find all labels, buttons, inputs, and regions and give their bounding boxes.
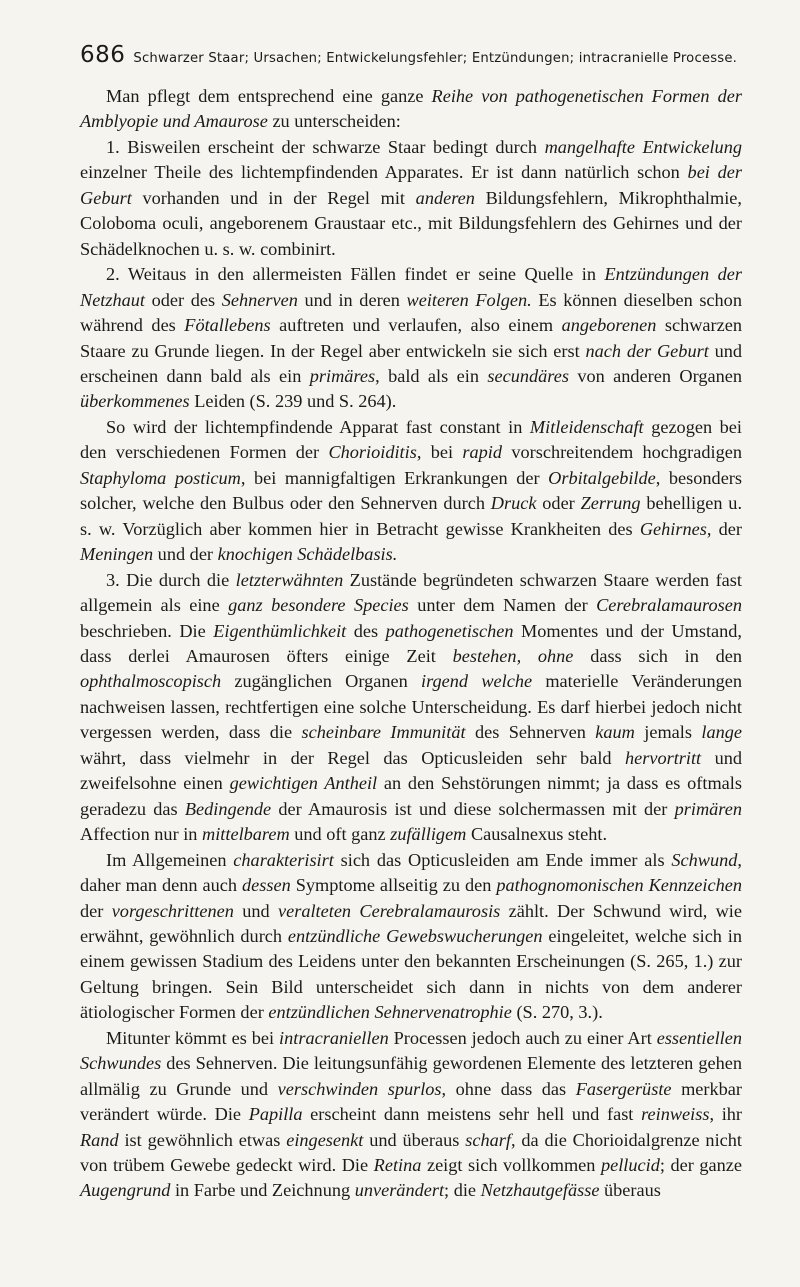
italic-run: eingesenkt <box>286 1129 364 1150</box>
text-run: Symptome allseitig zu den <box>290 875 497 896</box>
text-run: in Farbe und Zeichnung <box>170 1180 355 1201</box>
italic-run: nach der Geburt <box>585 340 709 361</box>
text-run: dass sich in den <box>573 645 742 666</box>
italic-run: Papilla <box>248 1104 303 1125</box>
text-run: erscheint dann meistens sehr hell und fast <box>302 1104 642 1125</box>
italic-run: primären <box>674 798 742 819</box>
paragraph <box>80 848 742 1026</box>
text-run: , ihr <box>709 1104 743 1125</box>
italic-run: Staphyloma posticum <box>80 467 241 488</box>
text-run: Momentes und der Umstand, dass derlei Amaurosen öfters einige Zeit <box>80 620 742 666</box>
text-run: merkbar verändert würde. Die <box>80 1078 742 1125</box>
text-run: Bildungsfehlern, Mikrophthalmie, Coloboma oculi, angeborenem Graustaar etc., mit Bildungsfehlern des Gehirnes und der Schädelknochen u. s. w. combinirt. <box>80 187 742 259</box>
text-run: , da die Chorioidalgrenze nicht von trübem Gewebe gedeckt wird. Die <box>80 1129 742 1176</box>
italic-run: zufälligem <box>390 824 467 845</box>
text-run: und erscheinen dann bald als ein <box>80 340 742 386</box>
italic-run: Eigenthümlichkeit <box>213 620 347 641</box>
italic-run: Augengrund <box>80 1180 171 1201</box>
italic-run: secundäres <box>487 365 569 386</box>
text-run: und zweifelsohne einen <box>80 747 742 794</box>
italic-run: entzündlichen Sehnervenatrophie <box>268 1002 512 1023</box>
italic-run: scharf <box>465 1129 511 1150</box>
italic-run: reinweiss <box>641 1104 710 1125</box>
text-run: sich das Opticusleiden am Ende immer als <box>333 849 672 870</box>
text-run: schwarzen Staare zu Grunde liegen. In der Regel aber entwickeln sie sich erst <box>80 315 742 361</box>
italic-run: pathogenetischen <box>385 620 514 641</box>
text-run: auftreten und verlaufen, also einem <box>270 315 562 336</box>
text-run: , ohne dass das <box>441 1078 576 1099</box>
italic-run: bestehen, ohne <box>452 645 574 666</box>
text-run: zählt. Der Schwund wird, wie erwähnt, gewöhnlich durch <box>80 900 743 946</box>
italic-run: Mitleidenschaft <box>529 416 644 437</box>
text-run: und oft ganz <box>289 824 391 845</box>
text-run: oder <box>536 493 581 514</box>
text-run: (S. 270, 3.). <box>511 1002 603 1023</box>
italic-run: ophthalmoscopisch <box>80 671 222 692</box>
italic-run: charakterisirt <box>233 849 334 870</box>
italic-run: Orbitalgebilde <box>548 467 656 488</box>
text-run: überaus <box>599 1180 661 1201</box>
text-run: 1. Bisweilen erscheint der schwarze Staar bedingt durch <box>106 136 545 157</box>
italic-run: Retina <box>373 1155 422 1176</box>
italic-run: rapid <box>462 442 503 463</box>
italic-run: intracraniellen <box>279 1027 389 1048</box>
italic-run: verschwinden spurlos <box>277 1078 442 1099</box>
italic-run: essentiellen Schwundes <box>80 1027 742 1074</box>
text-run: währt, dass vielmehr in der Regel das Opticusleiden sehr bald <box>80 747 625 768</box>
body-text <box>80 84 742 1204</box>
text-run: Causalnexus steht. <box>466 824 608 845</box>
text-run: der <box>80 900 112 921</box>
italic-run: Entzündungen der Netzhaut <box>80 264 742 310</box>
text-run: vorhanden und in der Regel mit <box>131 187 416 208</box>
text-run: vorschreitendem hochgradigen <box>502 442 742 463</box>
italic-run: ganz besondere Species <box>228 595 409 616</box>
text-run: , bei <box>416 442 463 463</box>
text-run: einzelner Theile des lichtempfindenden Apparates. Er ist dann natürlich schon <box>80 162 688 183</box>
italic-run: scheinbare Immunität <box>301 722 466 743</box>
italic-run: primäres <box>309 365 376 386</box>
text-run: , bei mannigfaltigen Erkrankungen der <box>240 467 549 488</box>
italic-run: lange <box>701 722 742 743</box>
italic-run: mittelbarem <box>202 824 290 845</box>
text-run: ist gewöhnlich etwas <box>118 1129 287 1150</box>
text-run: jemals <box>634 722 702 743</box>
text-run: des Sehnerven <box>465 722 596 743</box>
italic-run: Fötallebens <box>184 315 271 336</box>
italic-run: unverändert <box>354 1180 445 1201</box>
italic-run: Cerebralamaurosen <box>596 595 742 616</box>
text-run: zugänglichen Organen <box>221 671 422 692</box>
paragraph <box>80 568 742 848</box>
text-run: Affection nur in <box>80 824 203 845</box>
text-run: zeigt sich vollkommen <box>421 1155 601 1176</box>
text-run: , besonders solcher, welche den Bulbus oder den Sehnerven durch <box>80 467 743 514</box>
italic-run: Gehirnes <box>639 518 707 539</box>
text-run: und der <box>153 544 218 565</box>
italic-run: Netzhautgefässe <box>480 1180 600 1201</box>
italic-run: mangelhafte Entwickelung <box>544 136 742 157</box>
text-run: der Amaurosis ist und diese solchermassen mit der <box>271 798 675 819</box>
italic-run: entzündliche Gewebswucherungen <box>287 925 543 946</box>
text-run: 3. Die durch die <box>106 569 236 590</box>
italic-run: knochigen Schädelbasis. <box>217 544 398 565</box>
italic-run: bei der Geburt <box>80 162 742 208</box>
italic-run: angeborenen <box>561 315 657 336</box>
running-head: Schwarzer Staar; Ursachen; Entwickelungsfehler; Entzündungen; intracranielle Processe. <box>133 51 738 66</box>
italic-run: pathognomonischen Kennzeichen <box>496 875 742 896</box>
text-run: , bald als ein <box>375 365 488 386</box>
italic-run: Schwund <box>671 849 738 870</box>
italic-run: dessen <box>242 875 291 896</box>
italic-run: gewichtigen Antheil <box>229 773 378 794</box>
italic-run: Chorioiditis <box>328 442 417 463</box>
text-run: unter dem Namen der <box>408 595 597 616</box>
italic-run: hervortritt <box>624 747 702 768</box>
italic-run: Sehnerven <box>221 289 298 310</box>
text-run: behelligen u. s. w. Vorzüglich aber kommen hier in Betracht gewisse Krankheiten des <box>80 493 743 539</box>
italic-run: Fasergerüste <box>575 1078 672 1099</box>
italic-run: pellucid <box>600 1155 660 1176</box>
text-run: materielle Veränderungen nachweisen lassen, rechtfertigen eine solche Unterscheidung. Es darf hierbei jedoch nicht vergessen werden, dass die <box>80 671 742 743</box>
text-run: und in deren <box>297 289 407 310</box>
text-run: und überaus <box>363 1129 466 1150</box>
italic-run: Reihe von pathogenetischen Formen der Amblyopie und Amaurose <box>80 86 743 132</box>
text-run: ; die <box>444 1180 481 1201</box>
text-run: Processen jedoch auch zu einer Art <box>388 1027 657 1048</box>
paragraph <box>80 1026 742 1204</box>
text-run: und <box>233 900 278 921</box>
italic-run: irgend welche <box>421 671 533 692</box>
italic-run: weiteren Folgen. <box>406 289 532 310</box>
text-run: des Sehnerven. Die leitungsunfähig gewordenen Elemente des letzteren gehen allmälig zu Grunde und <box>80 1053 742 1099</box>
text-run: eingeleitet, welche sich in einem gewissen Stadium des Leidens unter den bekannten Erscheinungen (S. 265, 1.) zur Geltung bringen. Sein Bild unterscheidet sich dann in nichts von dem anderer ätiologischer Formen der <box>80 925 743 1023</box>
text-run: an den Sehstörungen nimmt; ja dass es oftmals geradezu das <box>80 773 742 819</box>
paragraph <box>80 415 742 568</box>
text-run: Es können dieselben schon während des <box>80 289 742 336</box>
page-number: 686 <box>80 42 126 68</box>
text-run: beschrieben. Die <box>80 620 214 641</box>
text-run: Zustände begründeten schwarzen Staare werden fast allgemein als eine <box>80 569 742 616</box>
italic-run: Zerrung <box>580 493 641 514</box>
text-run: oder des <box>145 289 222 310</box>
paragraph <box>80 84 742 135</box>
text-run: des <box>346 620 386 641</box>
italic-run: kaum <box>595 722 635 743</box>
text-run: , daher man denn auch <box>80 849 742 896</box>
italic-run: überkommenes <box>80 391 190 412</box>
text-run: 2. Weitaus in den allermeisten Fällen findet er seine Quelle in <box>106 264 605 285</box>
text-run: Man pflegt dem entsprechend eine ganze <box>106 86 432 106</box>
italic-run: Bedingende <box>184 798 272 819</box>
italic-run: Rand <box>80 1129 119 1150</box>
text-run: zu unterscheiden: <box>267 111 401 132</box>
italic-run: vorgeschrittenen <box>111 900 234 921</box>
text-run: ; der ganze <box>659 1155 742 1176</box>
text-run: Mitunter kömmt es bei <box>106 1027 280 1048</box>
text-run: gezogen bei den verschiedenen Formen der <box>80 416 742 463</box>
text-run: Im Allgemeinen <box>106 849 234 870</box>
italic-run: Druck <box>490 493 537 514</box>
italic-run: Meningen <box>80 544 154 565</box>
paragraph <box>80 135 742 262</box>
text-run: , der <box>706 518 742 539</box>
page-header <box>80 42 742 72</box>
text-run: So wird der lichtempfindende Apparat fast constant in <box>106 416 530 437</box>
text-run: Leiden (S. 239 und S. 264). <box>189 391 397 412</box>
italic-run: anderen <box>415 187 475 208</box>
text-run: von anderen Organen <box>568 365 742 386</box>
italic-run: veralteten Cerebralamaurosis <box>277 900 501 921</box>
paragraph <box>80 262 742 415</box>
italic-run: letzterwähnten <box>235 569 344 590</box>
